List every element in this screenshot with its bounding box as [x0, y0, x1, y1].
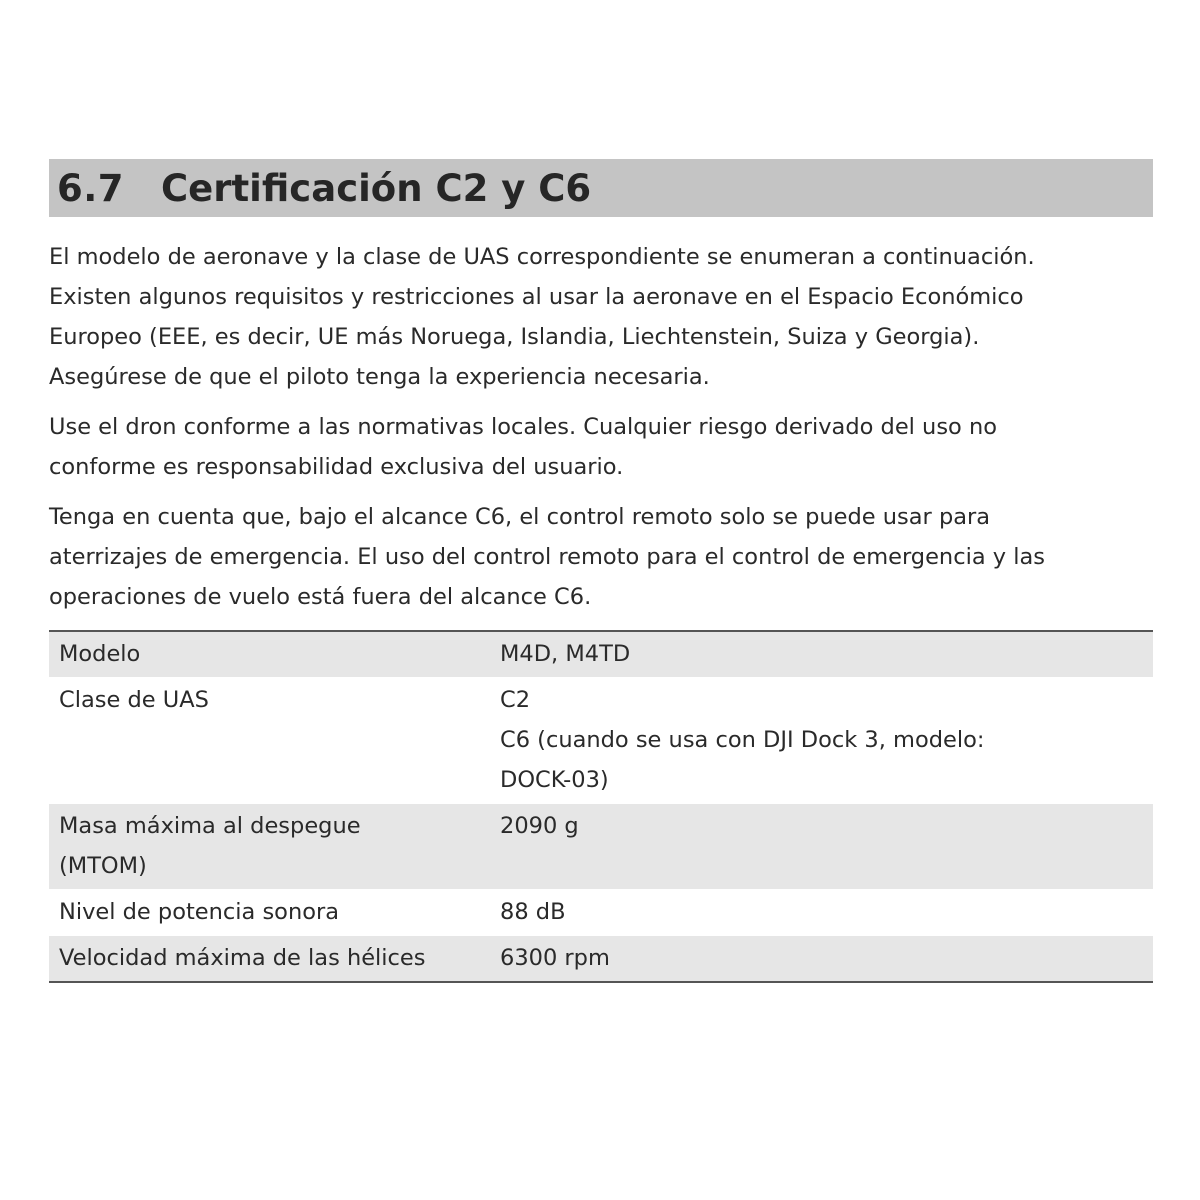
table-row-velocidad-helices: [49, 936, 1153, 983]
body-text: [49, 237, 1153, 627]
row-label: [49, 631, 500, 678]
paragraph-line: conforme es responsabilidad exclusiva del usuario.: [49, 454, 624, 480]
paragraph-c6-note: [49, 497, 1153, 617]
table-row-clase-uas: [49, 678, 1153, 804]
row-value: [500, 678, 1153, 804]
spec-table: [49, 630, 1153, 983]
paragraph-line: Tenga en cuenta que, bajo el alcance C6, el control remoto solo se puede usar para: [49, 504, 991, 530]
row-label-line: Masa máxima al despegue: [59, 813, 361, 839]
table-row-mtom: [49, 804, 1153, 890]
section-title: Certificación C2 y C6: [161, 166, 592, 210]
paragraph-intro: [49, 237, 1153, 397]
paragraph-line: El modelo de aeronave y la clase de UAS correspondiente se enumeran a continuación.: [49, 244, 1035, 270]
paragraph-line: Asegúrese de que el piloto tenga la experiencia necesaria.: [49, 364, 710, 390]
paragraph-line: operaciones de vuelo está fuera del alcance C6.: [49, 584, 592, 610]
row-value: [500, 804, 1153, 890]
paragraph-regulations: [49, 407, 1153, 487]
row-value-line: C6 (cuando se usa con DJI Dock 3, modelo:: [500, 727, 985, 753]
paragraph-line: aterrizajes de emergencia. El uso del control remoto para el control de emergencia y las: [49, 544, 1045, 570]
row-label-line: Clase de UAS: [59, 687, 209, 713]
row-value-line: 88 dB: [500, 899, 566, 925]
row-label-line: Velocidad máxima de las hélices: [59, 945, 426, 971]
row-label: [49, 936, 500, 983]
row-value-line: DOCK-03): [500, 767, 609, 793]
paragraph-line: Use el dron conforme a las normativas locales. Cualquier riesgo derivado del uso no: [49, 414, 997, 440]
row-value: [500, 936, 1153, 983]
section-header: [49, 159, 1153, 217]
row-label: [49, 890, 500, 936]
row-value: [500, 890, 1153, 936]
section-number: 6.7: [57, 166, 125, 210]
table-row-modelo: [49, 631, 1153, 678]
row-value-line: 6300 rpm: [500, 945, 610, 971]
row-value-line: M4D, M4TD: [500, 641, 631, 667]
table-row-potencia-sonora: [49, 890, 1153, 936]
row-label-line: (MTOM): [59, 853, 147, 879]
row-value-line: C2: [500, 687, 531, 713]
row-value-line: 2090 g: [500, 813, 579, 839]
row-label-line: Modelo: [59, 641, 141, 667]
paragraph-line: Europeo (EEE, es decir, UE más Noruega, Islandia, Liechtenstein, Suiza y Georgia).: [49, 324, 980, 350]
row-label: [49, 678, 500, 804]
row-label-line: Nivel de potencia sonora: [59, 899, 340, 925]
row-value: [500, 631, 1153, 678]
row-label: [49, 804, 500, 890]
paragraph-line: Existen algunos requisitos y restricciones al usar la aeronave en el Espacio Económico: [49, 284, 1024, 310]
